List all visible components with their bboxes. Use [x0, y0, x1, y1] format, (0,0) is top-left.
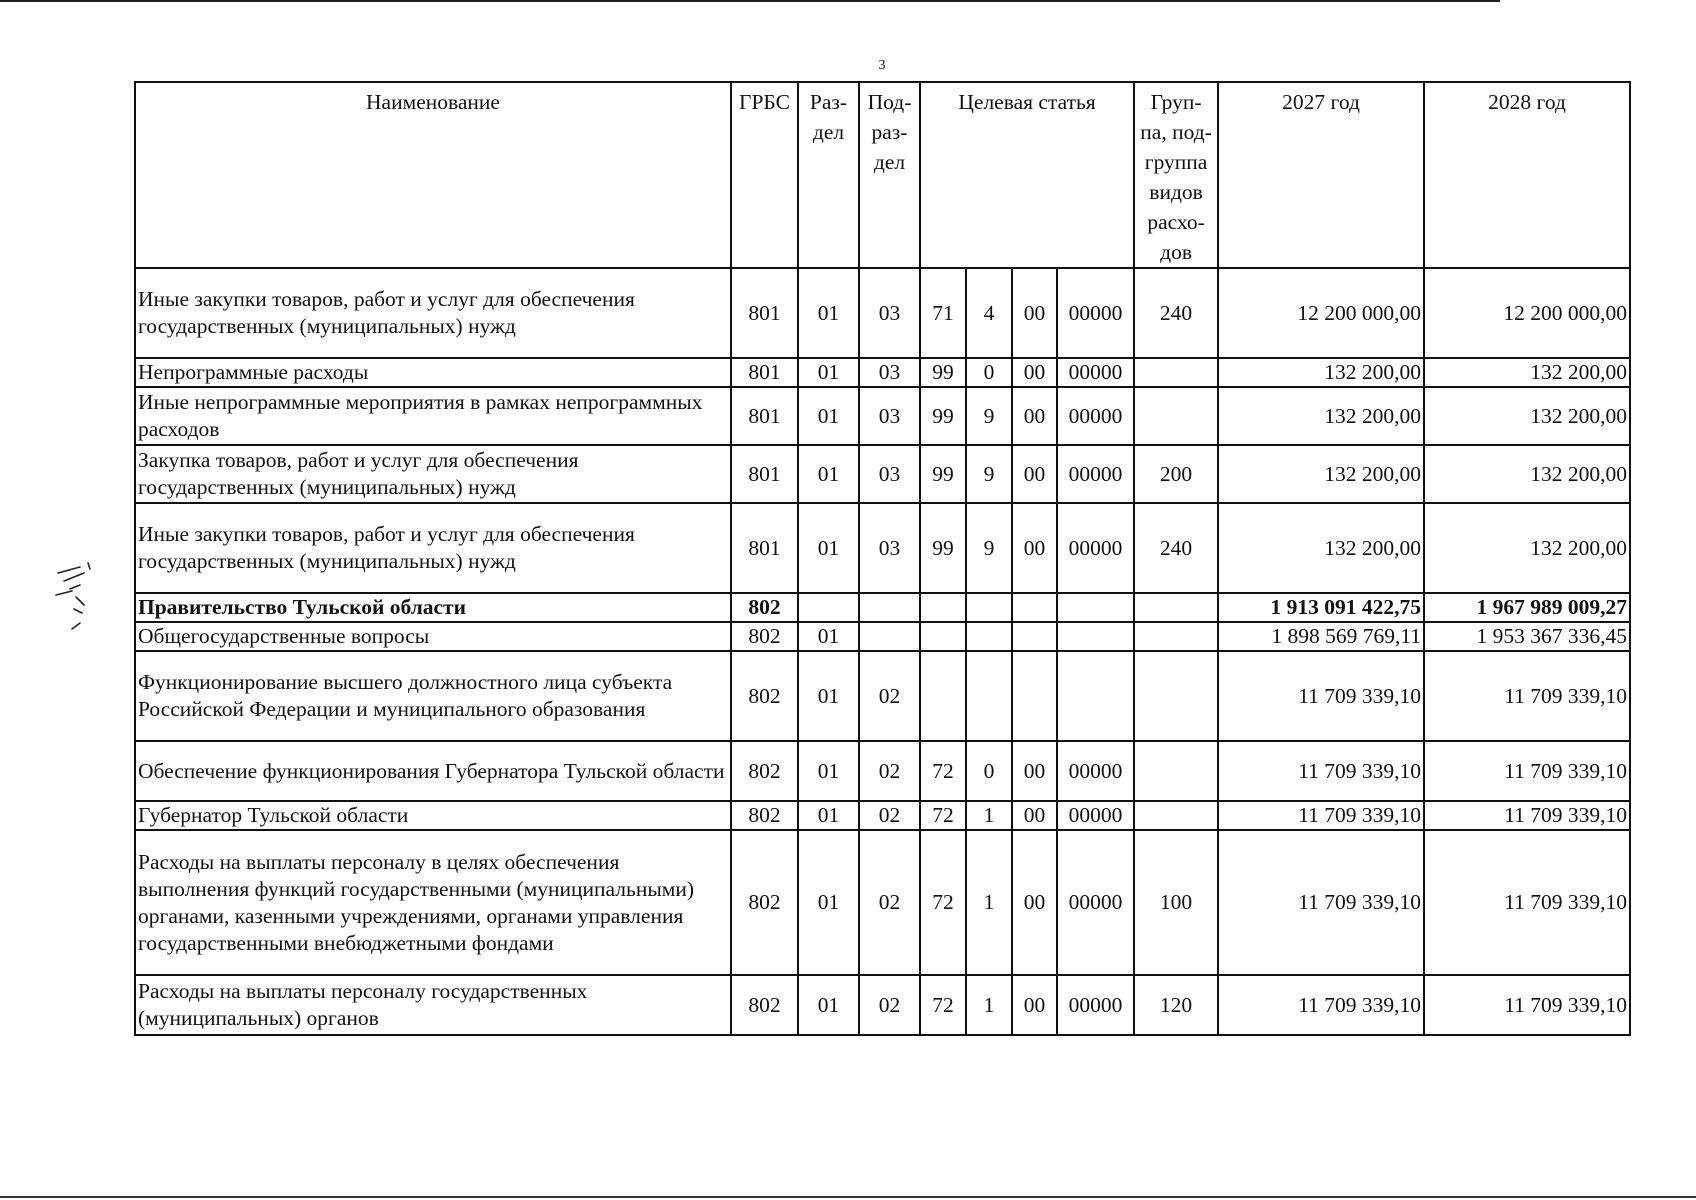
expense-group-cell: 240 [1134, 503, 1218, 593]
table-row [135, 801, 1630, 830]
target-program-cell [920, 593, 966, 622]
amount-2028-cell: 11 709 339,10 [1424, 830, 1630, 975]
amount-2027-cell: 11 709 339,10 [1218, 741, 1424, 801]
target-code-cell: 00000 [1057, 268, 1134, 358]
amount-2027-cell: 132 200,00 [1218, 445, 1424, 503]
razdel-cell: 01 [798, 741, 859, 801]
razdel-cell: 01 [798, 801, 859, 830]
grbs-cell: 802 [731, 651, 798, 741]
target-direction-cell: 00 [1012, 801, 1057, 830]
target-direction-cell: 00 [1012, 503, 1057, 593]
razdel-cell: 01 [798, 358, 859, 387]
row-name: Иные закупки товаров, работ и услуг для обеспечения государственных (муниципальных) нужд [135, 268, 731, 358]
target-program-cell: 72 [920, 741, 966, 801]
row-name: Правительство Тульской области [135, 593, 731, 622]
target-direction-cell [1012, 622, 1057, 651]
target-code-cell: 00000 [1057, 801, 1134, 830]
podrazdel-cell [859, 593, 920, 622]
header-podrazdel: Под- раз- дел [859, 82, 920, 268]
target-subprogram-cell [966, 622, 1012, 651]
target-program-cell: 99 [920, 445, 966, 503]
expense-group-cell: 100 [1134, 830, 1218, 975]
amount-2028-cell: 1 953 367 336,45 [1424, 622, 1630, 651]
expense-group-cell [1134, 358, 1218, 387]
target-subprogram-cell: 9 [966, 387, 1012, 445]
header-grbs: ГРБС [731, 82, 798, 268]
target-code-cell: 00000 [1057, 387, 1134, 445]
razdel-cell: 01 [798, 651, 859, 741]
amount-2027-cell: 132 200,00 [1218, 503, 1424, 593]
podrazdel-cell: 02 [859, 741, 920, 801]
target-direction-cell: 00 [1012, 268, 1057, 358]
target-subprogram-cell: 9 [966, 503, 1012, 593]
razdel-cell [798, 593, 859, 622]
target-subprogram-cell [966, 593, 1012, 622]
amount-2028-cell: 132 200,00 [1424, 445, 1630, 503]
table-row [135, 651, 1630, 741]
target-direction-cell [1012, 651, 1057, 741]
scan-edge-top [0, 0, 1500, 2]
table-row [135, 503, 1630, 593]
header-name: Наименование [135, 82, 731, 268]
target-program-cell: 72 [920, 830, 966, 975]
amount-2027-cell: 1 898 569 769,11 [1218, 622, 1424, 651]
grbs-cell: 801 [731, 503, 798, 593]
amount-2028-cell: 12 200 000,00 [1424, 268, 1630, 358]
target-program-cell: 99 [920, 503, 966, 593]
row-name: Непрограммные расходы [135, 358, 731, 387]
header-razdel: Раз- дел [798, 82, 859, 268]
expense-group-cell [1134, 651, 1218, 741]
target-program-cell: 72 [920, 801, 966, 830]
expense-group-cell: 240 [1134, 268, 1218, 358]
podrazdel-cell: 02 [859, 830, 920, 975]
amount-2028-cell: 11 709 339,10 [1424, 651, 1630, 741]
table-header-row [135, 82, 1630, 268]
razdel-cell: 01 [798, 268, 859, 358]
target-code-cell: 00000 [1057, 445, 1134, 503]
header-2028: 2028 год [1424, 82, 1630, 268]
grbs-cell: 802 [731, 975, 798, 1035]
grbs-cell: 802 [731, 801, 798, 830]
expense-group-cell [1134, 622, 1218, 651]
table-row [135, 387, 1630, 445]
table-row [135, 268, 1630, 358]
podrazdel-cell [859, 622, 920, 651]
table-row [135, 358, 1630, 387]
target-subprogram-cell: 0 [966, 358, 1012, 387]
razdel-cell: 01 [798, 387, 859, 445]
row-name: Расходы на выплаты персоналу в целях обеспечения выполнения функций государственными (муниципальными) органами, казенными учреждениями, органами управления государственными внебюджетными фондами [135, 830, 731, 975]
razdel-cell: 01 [798, 503, 859, 593]
target-code-cell: 00000 [1057, 975, 1134, 1035]
target-code-cell: 00000 [1057, 503, 1134, 593]
row-name: Расходы на выплаты персоналу государственных (муниципальных) органов [135, 975, 731, 1035]
header-target-article: Целевая статья [920, 82, 1134, 268]
target-code-cell: 00000 [1057, 358, 1134, 387]
target-direction-cell: 00 [1012, 830, 1057, 975]
target-direction-cell: 00 [1012, 358, 1057, 387]
target-direction-cell: 00 [1012, 445, 1057, 503]
expense-group-cell [1134, 741, 1218, 801]
scan-edge-bottom [0, 1196, 1696, 1198]
grbs-cell: 801 [731, 445, 798, 503]
row-name: Обеспечение функционирования Губернатора Тульской области [135, 741, 731, 801]
podrazdel-cell: 02 [859, 975, 920, 1035]
page-number: 3 [878, 58, 886, 73]
signature-mark [50, 545, 110, 635]
amount-2027-cell: 132 200,00 [1218, 358, 1424, 387]
target-program-cell: 99 [920, 358, 966, 387]
razdel-cell: 01 [798, 830, 859, 975]
expense-group-cell [1134, 387, 1218, 445]
amount-2027-cell: 11 709 339,10 [1218, 975, 1424, 1035]
expense-group-cell: 200 [1134, 445, 1218, 503]
target-direction-cell: 00 [1012, 387, 1057, 445]
target-code-cell [1057, 651, 1134, 741]
target-subprogram-cell: 1 [966, 801, 1012, 830]
amount-2028-cell: 11 709 339,10 [1424, 801, 1630, 830]
target-program-cell [920, 651, 966, 741]
row-name: Иные непрограммные мероприятия в рамках непрограммных расходов [135, 387, 731, 445]
budget-table [134, 81, 1631, 1036]
amount-2028-cell: 11 709 339,10 [1424, 975, 1630, 1035]
row-name: Иные закупки товаров, работ и услуг для обеспечения государственных (муниципальных) нужд [135, 503, 731, 593]
row-name: Общегосударственные вопросы [135, 622, 731, 651]
target-code-cell [1057, 593, 1134, 622]
target-program-cell: 71 [920, 268, 966, 358]
razdel-cell: 01 [798, 622, 859, 651]
amount-2027-cell: 11 709 339,10 [1218, 651, 1424, 741]
table-row [135, 593, 1630, 622]
table-row [135, 830, 1630, 975]
expense-group-cell [1134, 593, 1218, 622]
grbs-cell: 801 [731, 268, 798, 358]
podrazdel-cell: 03 [859, 387, 920, 445]
podrazdel-cell: 02 [859, 801, 920, 830]
grbs-cell: 801 [731, 358, 798, 387]
amount-2028-cell: 1 967 989 009,27 [1424, 593, 1630, 622]
table-row [135, 741, 1630, 801]
target-code-cell: 00000 [1057, 741, 1134, 801]
target-program-cell [920, 622, 966, 651]
amount-2028-cell: 132 200,00 [1424, 503, 1630, 593]
grbs-cell: 801 [731, 387, 798, 445]
header-expense-group: Груп- па, под- группа видов расхо- дов [1134, 82, 1218, 268]
row-name: Губернатор Тульской области [135, 801, 731, 830]
expense-group-cell [1134, 801, 1218, 830]
table-row [135, 622, 1630, 651]
amount-2028-cell: 132 200,00 [1424, 358, 1630, 387]
target-direction-cell: 00 [1012, 741, 1057, 801]
podrazdel-cell: 03 [859, 268, 920, 358]
podrazdel-cell: 03 [859, 358, 920, 387]
razdel-cell: 01 [798, 445, 859, 503]
header-2027: 2027 год [1218, 82, 1424, 268]
amount-2027-cell: 132 200,00 [1218, 387, 1424, 445]
target-subprogram-cell [966, 651, 1012, 741]
amount-2027-cell: 12 200 000,00 [1218, 268, 1424, 358]
podrazdel-cell: 03 [859, 503, 920, 593]
target-direction-cell: 00 [1012, 975, 1057, 1035]
amount-2027-cell: 11 709 339,10 [1218, 801, 1424, 830]
target-code-cell: 00000 [1057, 830, 1134, 975]
podrazdel-cell: 03 [859, 445, 920, 503]
amount-2027-cell: 11 709 339,10 [1218, 830, 1424, 975]
amount-2027-cell: 1 913 091 422,75 [1218, 593, 1424, 622]
target-subprogram-cell: 1 [966, 830, 1012, 975]
table-row [135, 445, 1630, 503]
grbs-cell: 802 [731, 622, 798, 651]
row-name: Функционирование высшего должностного лица субъекта Российской Федерации и муниципального образования [135, 651, 731, 741]
target-program-cell: 99 [920, 387, 966, 445]
row-name: Закупка товаров, работ и услуг для обеспечения государственных (муниципальных) нужд [135, 445, 731, 503]
amount-2028-cell: 132 200,00 [1424, 387, 1630, 445]
target-program-cell: 72 [920, 975, 966, 1035]
target-direction-cell [1012, 593, 1057, 622]
expense-group-cell: 120 [1134, 975, 1218, 1035]
grbs-cell: 802 [731, 593, 798, 622]
target-subprogram-cell: 1 [966, 975, 1012, 1035]
target-subprogram-cell: 0 [966, 741, 1012, 801]
table-row [135, 975, 1630, 1035]
target-subprogram-cell: 9 [966, 445, 1012, 503]
amount-2028-cell: 11 709 339,10 [1424, 741, 1630, 801]
grbs-cell: 802 [731, 830, 798, 975]
razdel-cell: 01 [798, 975, 859, 1035]
target-code-cell [1057, 622, 1134, 651]
grbs-cell: 802 [731, 741, 798, 801]
podrazdel-cell: 02 [859, 651, 920, 741]
target-subprogram-cell: 4 [966, 268, 1012, 358]
